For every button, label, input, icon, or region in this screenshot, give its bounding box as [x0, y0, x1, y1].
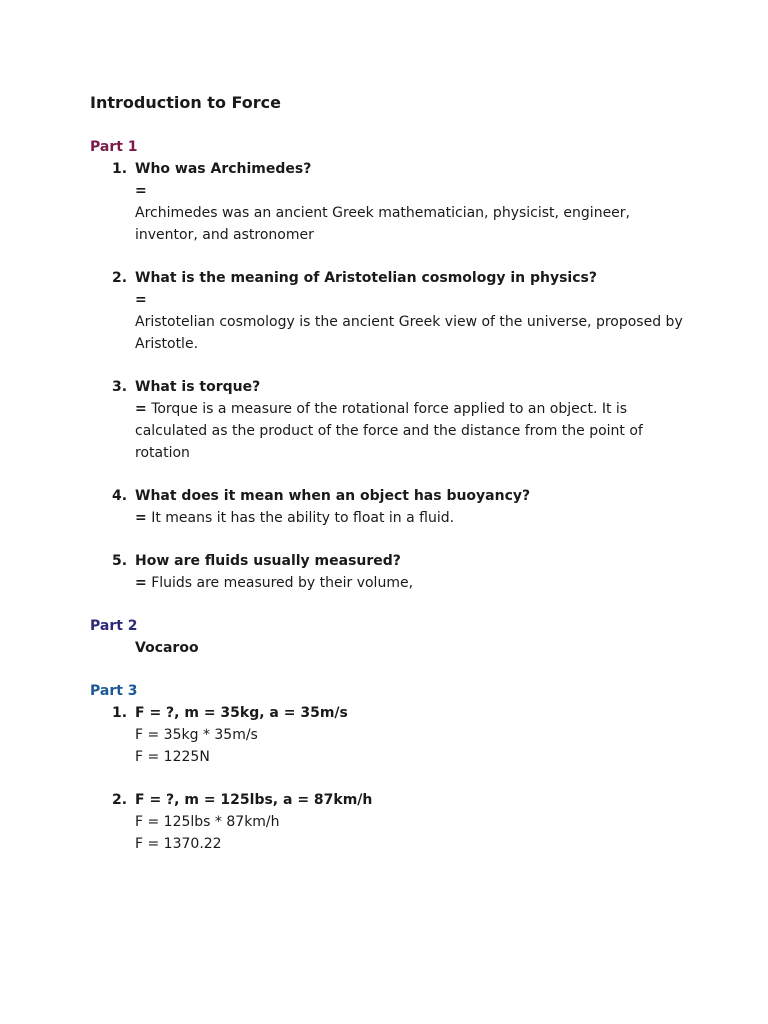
part-2-heading: Part 2: [90, 618, 138, 634]
part-3-heading: Part 3: [90, 683, 138, 699]
question-text: What is the meaning of Aristotelian cosmology in physics?: [135, 270, 597, 286]
part-3-section: [90, 680, 690, 855]
question-item: [90, 158, 690, 246]
part-2-text: Vocaroo: [135, 640, 199, 656]
problem-statement: F = ?, m = 35kg, a = 35m/s: [135, 705, 348, 721]
answer-line: [135, 507, 690, 529]
result-line: F = 1225N: [135, 749, 210, 765]
question-item: [90, 267, 690, 355]
equals-marker: =: [135, 575, 147, 591]
equals-marker: =: [135, 292, 147, 308]
document-title: Introduction to Force: [90, 93, 281, 112]
question-number: 3.: [112, 379, 128, 395]
question-number: 2.: [112, 270, 128, 286]
question-text: Who was Archimedes?: [135, 161, 312, 177]
document-page: [90, 92, 690, 876]
result-line: F = 1370.22: [135, 836, 222, 852]
question-text: How are fluids usually measured?: [135, 553, 401, 569]
question-item: [90, 376, 690, 464]
equals-marker: =: [135, 401, 147, 417]
part-3-problem-list: [90, 702, 690, 855]
answer-text: Archimedes was an ancient Greek mathematician, physicist, engineer, inventor, and astronomer: [135, 205, 630, 243]
equals-marker: =: [135, 183, 147, 199]
work-line: F = 125lbs * 87km/h: [135, 814, 280, 830]
part-1-heading: Part 1: [90, 139, 138, 155]
answer-line: [135, 398, 690, 464]
equals-marker: =: [135, 510, 147, 526]
question-text: What does it mean when an object has buoyancy?: [135, 488, 531, 504]
answer-text: Aristotelian cosmology is the ancient Greek view of the universe, proposed by Aristotle.: [135, 314, 683, 352]
problem-number: 1.: [112, 705, 128, 721]
answer-text: It means it has the ability to float in a fluid.: [151, 510, 455, 526]
question-number: 4.: [112, 488, 128, 504]
question-item: [90, 550, 690, 594]
answer-line: [135, 572, 690, 594]
part-2-section: [90, 615, 690, 659]
problem-item: [90, 702, 690, 768]
work-line: F = 35kg * 35m/s: [135, 727, 258, 743]
problem-item: [90, 789, 690, 855]
problem-statement: F = ?, m = 125lbs, a = 87km/h: [135, 792, 373, 808]
part-1-question-list: [90, 158, 690, 594]
answer-text: Fluids are measured by their volume,: [151, 575, 414, 591]
answer-text: Torque is a measure of the rotational force applied to an object. It is calculated as the product of the force and the distance from the point of rotation: [135, 401, 643, 461]
question-number: 1.: [112, 161, 128, 177]
question-text: What is torque?: [135, 379, 261, 395]
question-item: [90, 485, 690, 529]
problem-number: 2.: [112, 792, 128, 808]
question-number: 5.: [112, 553, 128, 569]
part-1-section: [90, 136, 690, 594]
